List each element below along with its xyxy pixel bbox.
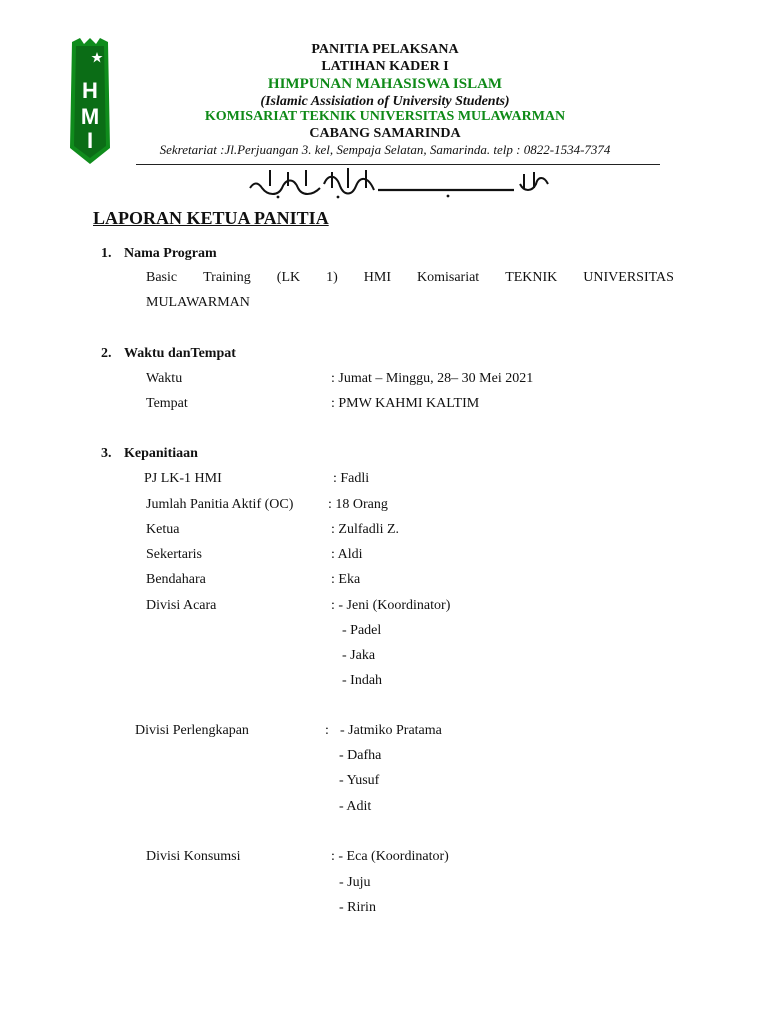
logo-letter-m: M: [80, 104, 100, 129]
section-3-number: 3.: [101, 446, 112, 461]
program-word: Training: [203, 270, 251, 285]
tempat-value: : PMW KAHMI KALTIM: [331, 396, 480, 411]
section-1-heading: Nama Program: [124, 246, 217, 261]
program-word: TEKNIK: [505, 270, 558, 285]
logo-letter-i: I: [86, 128, 94, 153]
logo-letter-h: H: [82, 78, 98, 103]
divisi-acara-coordinator: : - Jeni (Koordinator): [331, 598, 451, 613]
program-word: UNIVERSITAS: [583, 270, 674, 285]
divisi-konsumsi-member: - Juju: [339, 875, 371, 890]
section-2-number: 2.: [101, 346, 112, 361]
divisi-acara-label: Divisi Acara: [146, 598, 217, 613]
oc-label: Jumlah Panitia Aktif (OC): [146, 497, 294, 512]
hmi-logo: [66, 38, 114, 164]
pj-label: PJ LK-1 HMI: [144, 471, 222, 486]
ketua-value: : Zulfadli Z.: [331, 522, 400, 537]
sekertaris-label: Sekertaris: [146, 547, 202, 562]
divisi-perlengkapan-first: - Jatmiko Pratama: [340, 723, 442, 738]
ketua-label: Ketua: [146, 522, 180, 537]
section-3-heading: Kepanitiaan: [124, 446, 198, 461]
header-commissariat: KOMISARIAT TEKNIK UNIVERSITAS MULAWARMAN: [204, 109, 566, 124]
divisi-perlengkapan-member: - Dafha: [339, 748, 382, 763]
header-divider: [136, 164, 660, 165]
divisi-konsumsi-coordinator: : - Eca (Koordinator): [331, 849, 449, 864]
sekertaris-value: : Aldi: [331, 547, 363, 562]
program-word: 1): [326, 270, 338, 285]
section-1-number: 1.: [101, 246, 112, 261]
program-name-line-1: [146, 270, 674, 286]
waktu-label: Waktu: [146, 371, 183, 386]
divisi-konsumsi-member: - Ririn: [339, 900, 376, 915]
header-address: Sekretariat :Jl.Perjuangan 3. kel, Sempaja Selatan, Samarinda. telp : 0822-1534-7374: [159, 142, 611, 157]
divisi-acara-member: - Padel: [342, 623, 382, 638]
oc-value: : 18 Orang: [328, 497, 388, 512]
divisi-acara-member: - Jaka: [342, 648, 376, 663]
bendahara-value: : Eka: [331, 572, 361, 587]
header-committee: PANITIA PELAKSANA: [311, 42, 459, 57]
program-word: Komisariat: [416, 270, 480, 285]
program-word: Basic: [146, 270, 178, 285]
bendahara-label: Bendahara: [146, 572, 206, 587]
divisi-acara-member: - Indah: [342, 673, 383, 688]
section-2-heading: Waktu danTempat: [124, 346, 236, 361]
header-organization: HIMPUNAN MAHASISWA ISLAM: [267, 76, 503, 92]
waktu-value: : Jumat – Minggu, 28– 30 Mei 2021: [331, 371, 534, 386]
pj-value: : Fadli: [333, 471, 370, 486]
header-branch: CABANG SAMARINDA: [309, 126, 461, 141]
program-word: (LK: [276, 270, 301, 285]
program-name-line-2: MULAWARMAN: [146, 295, 250, 310]
header-organization-english: (Islamic Assisiation of University Students): [260, 94, 510, 109]
divisi-perlengkapan-member: - Adit: [339, 799, 372, 814]
header-event: LATIHAN KADER I: [321, 59, 449, 74]
divisi-perlengkapan-member: - Yusuf: [339, 773, 380, 788]
tempat-label: Tempat: [146, 396, 188, 411]
program-word: HMI: [363, 270, 391, 285]
bismillah-calligraphy: [248, 166, 552, 202]
divisi-konsumsi-label: Divisi Konsumsi: [146, 849, 241, 864]
divisi-perlengkapan-colon: :: [325, 723, 329, 738]
divisi-perlengkapan-label: Divisi Perlengkapan: [135, 723, 249, 738]
document-title: LAPORAN KETUA PANITIA: [93, 208, 329, 228]
